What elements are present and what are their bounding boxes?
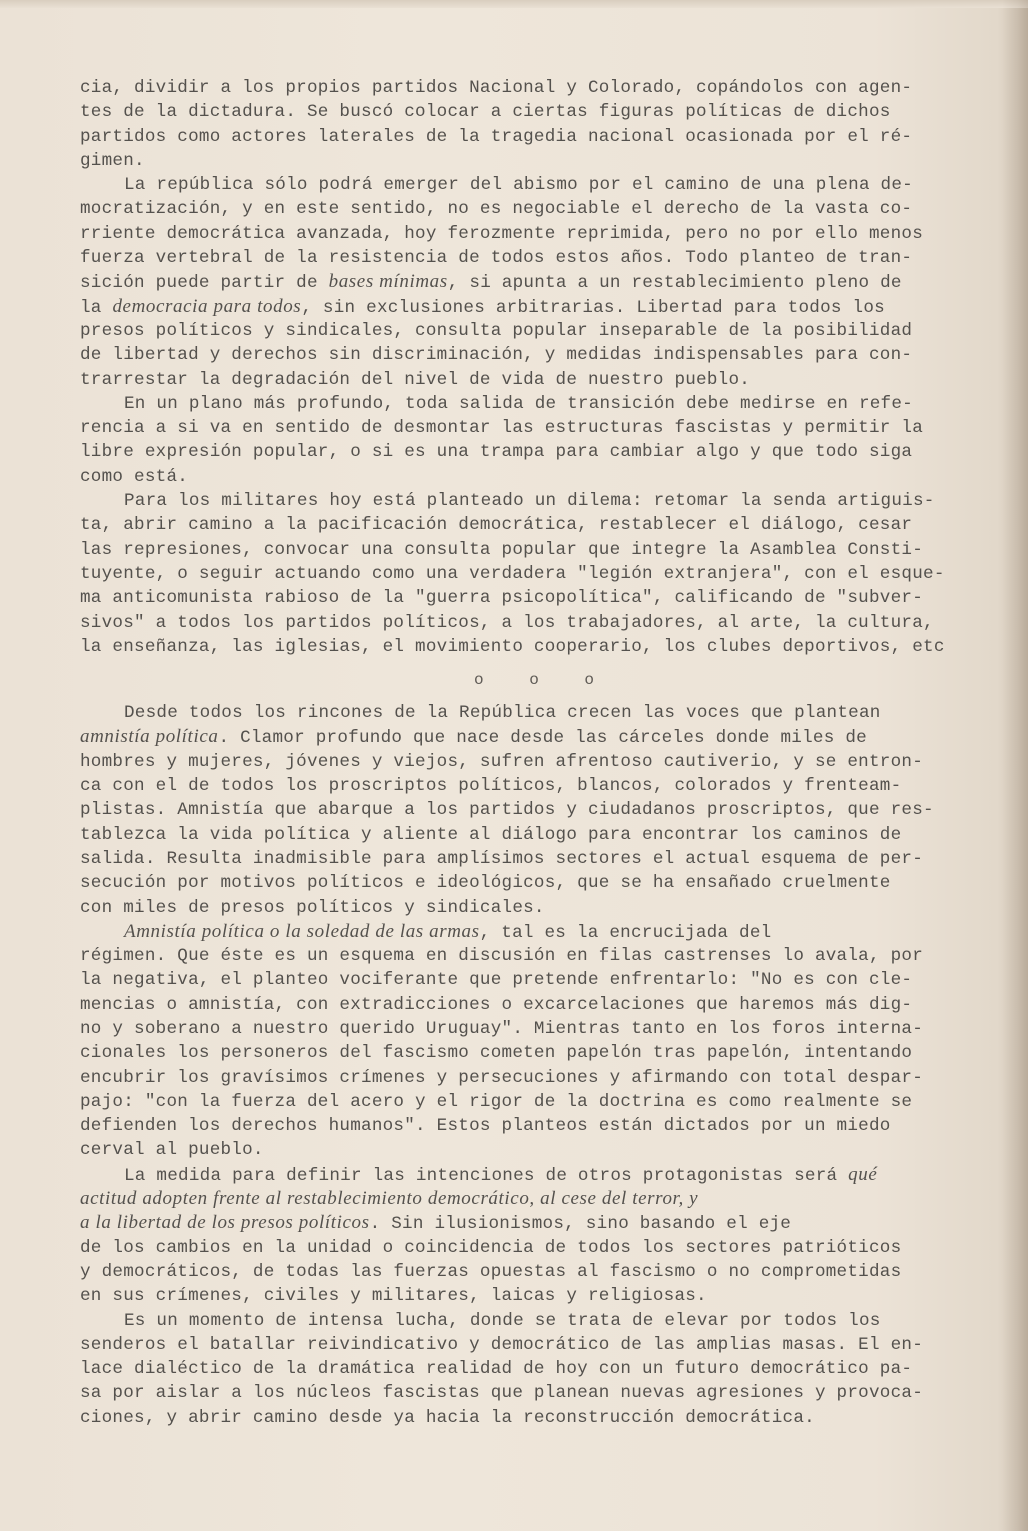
text-line — [80, 920, 980, 944]
text-run: sivos" a todos los partidos políticos, a los trabajadores, al arte, la cultura, — [80, 612, 934, 633]
text-run: lace dialéctico de la dramática realidad de hoy con un futuro democrático pa- — [80, 1359, 913, 1380]
text-line — [80, 1260, 980, 1284]
text-line — [80, 635, 980, 659]
text-run: senderos el batallar reivindicativo y democrático de las amplias masas. El en- — [80, 1334, 924, 1355]
text-run: sición puede partir de — [80, 273, 329, 294]
text-run: ta, abrir camino a la pacificación democrática, restablecer el diálogo, cesar — [80, 515, 913, 536]
text-line — [80, 270, 980, 294]
text-line — [80, 1406, 980, 1430]
text-run: mencias o amnistía, con extradicciones o excarcelaciones que haremos más dig- — [80, 994, 913, 1015]
section-separator: o o o — [473, 671, 612, 690]
text-run: ca con el de todos los proscriptos políticos, blancos, colorados y frenteam- — [80, 776, 902, 797]
text-line — [80, 149, 980, 173]
text-run: , tal es la encrucijada del — [479, 922, 772, 943]
text-run: salida. Resulta inadmisible para amplísimos sectores el actual esquema de per- — [80, 848, 924, 869]
text-line — [80, 368, 980, 392]
text-run: sa por aislar a los núcleos fascistas que planean nuevas agresiones y provoca- — [80, 1383, 924, 1404]
text-line — [80, 76, 980, 100]
text-run: de los cambios en la unidad o coincidencia de todos los sectores patrióticos — [80, 1237, 902, 1258]
text-run: tablezca la vida política y aliente al diálogo para encontrar los caminos de — [80, 824, 902, 845]
text-run: tuyente, o seguir actuando como una verdadera "legión extranjera", con el esque- — [80, 563, 945, 584]
text-line — [80, 1138, 980, 1162]
text-line — [80, 774, 980, 798]
text-line — [80, 222, 980, 246]
text-line — [80, 125, 980, 149]
text-line — [80, 173, 980, 197]
text-line — [80, 489, 980, 513]
text-run: fuerza vertebral de la resistencia de todos estos años. Todo planteo de tran- — [80, 248, 913, 269]
text-line — [80, 538, 980, 562]
page-binding-shadow — [1002, 0, 1028, 1531]
text-line — [80, 1309, 980, 1333]
text-run: tes de la dictadura. Se buscó colocar a ciertas figuras políticas de dichos — [80, 102, 891, 123]
text-run: , sin exclusiones arbitrarias. Libertad para todos los — [301, 297, 885, 318]
text-line — [80, 1187, 980, 1211]
text-line — [80, 100, 980, 124]
text-run: La medida para definir las intenciones de otros protagonistas será — [124, 1165, 849, 1186]
text-line — [80, 701, 980, 725]
text-line — [80, 562, 980, 586]
text-line — [80, 1090, 980, 1114]
text-line — [80, 1211, 980, 1235]
text-line — [80, 392, 980, 416]
text-run: En un plano más profundo, toda salida de transición debe medirse en refe- — [124, 393, 913, 414]
text-run: . Sin ilusionismos, sino basando el eje — [369, 1214, 792, 1235]
text-line — [80, 1017, 980, 1041]
text-run: La república sólo podrá emerger del abismo por el camino de una plena de- — [124, 175, 913, 196]
text-run: partidos como actores laterales de la tragedia nacional ocasionada por el ré- — [80, 126, 913, 147]
text-run: cerval al pueblo. — [80, 1140, 264, 1161]
text-run: rencia a si va en sentido de desmontar las estructuras fascistas y permitir la — [80, 418, 924, 439]
paragraph — [80, 489, 980, 659]
text-line — [80, 725, 980, 749]
text-line — [80, 611, 980, 635]
text-run: las represiones, convocar una consulta popular que integre la Asamblea Consti- — [80, 539, 924, 560]
text-run: pajo: "con la fuerza del acero y el rigor de la doctrina es como realmente se — [80, 1091, 913, 1112]
text-line — [80, 823, 980, 847]
text-run: en sus crímenes, civiles y militares, laicas y religiosas. — [80, 1286, 707, 1307]
text-line — [80, 1163, 980, 1187]
text-run: encubrir los gravísimos crímenes y persecuciones y afirmando con total despar- — [80, 1067, 924, 1088]
text-line — [80, 1236, 980, 1260]
text-line — [80, 896, 980, 920]
text-line — [80, 871, 980, 895]
text-line — [80, 440, 980, 464]
text-run: hombres y mujeres, jóvenes y viejos, sufren afrentoso cautiverio, y se entron- — [80, 751, 924, 772]
paragraph — [80, 76, 980, 173]
text-run: régimen. Que éste es un esquema en discusión en filas castrenses lo avala, por — [80, 946, 924, 967]
text-run: , si apunta a un restablecimiento pleno de — [447, 273, 902, 294]
italic-text: democracia para todos — [112, 295, 302, 317]
text-run: libre expresión popular, o si es una trampa para cambiar algo y que todo siga — [80, 442, 913, 463]
text-run: Para los militares hoy está planteado un dilema: retomar la senda artiguis- — [124, 491, 935, 512]
text-line — [80, 1284, 980, 1308]
text-run: ciones, y abrir camino desde ya hacia la reconstrucción democrática. — [80, 1407, 815, 1428]
text-line — [80, 197, 980, 221]
italic-text: qué — [848, 1163, 878, 1185]
text-run: . Clamor profundo que nace desde las cárceles donde miles de — [218, 728, 867, 749]
text-line — [80, 847, 980, 871]
text-line — [80, 1333, 980, 1357]
text-line — [80, 1381, 980, 1405]
text-run: cia, dividir a los propios partidos Nacional y Colorado, copándolos con agen- — [80, 78, 913, 98]
text-line — [80, 993, 980, 1017]
text-line — [80, 465, 980, 489]
text-run: plistas. Amnistía que abarque a los partidos y ciudadanos proscriptos, que res- — [80, 800, 934, 821]
text-run: de libertad y derechos sin discriminación, y medidas indispensables para con- — [80, 345, 913, 366]
page-top-edge — [0, 0, 1028, 8]
italic-text: bases mínimas — [328, 271, 448, 293]
text-run: la negativa, el planteo vociferante que pretende enfrentarlo: "No es con cle- — [80, 970, 913, 991]
italic-text: a la libertad de los presos políticos — [80, 1212, 370, 1234]
paragraph — [80, 1163, 980, 1309]
paragraph — [80, 1309, 980, 1430]
text-run: no y soberano a nuestro querido Uruguay". Mientras tanto en los foros interna- — [80, 1018, 924, 1039]
text-run: defienden los derechos humanos". Estos planteos están dictados por un miedo — [80, 1116, 891, 1137]
text-run: con miles de presos políticos y sindicales. — [80, 897, 545, 918]
text-line — [80, 319, 980, 343]
paragraph — [80, 920, 980, 1163]
text-run: gimen. — [80, 150, 145, 171]
text-line — [80, 295, 980, 319]
text-run: Desde todos los rincones de la República crecen las voces que plantean — [124, 703, 881, 724]
text-line — [80, 798, 980, 822]
text-run: secución por motivos políticos e ideológicos, que se ha ensañado cruelmente — [80, 873, 891, 894]
italic-text: actitud adopten frente al restablecimiento democrático, al cese del terror, y — [80, 1188, 699, 1210]
text-line — [80, 513, 980, 537]
italic-text: amnistía política — [80, 726, 219, 748]
text-line — [80, 246, 980, 270]
text-line — [80, 968, 980, 992]
text-run: cionales los personeros del fascismo cometen papelón tras papelón, intentando — [80, 1043, 913, 1064]
text-line — [80, 416, 980, 440]
text-run: Es un momento de intensa lucha, donde se trata de elevar por todos los — [124, 1310, 881, 1331]
text-line — [80, 1066, 980, 1090]
text-run: presos políticos y sindicales, consulta popular inseparable de la posibilidad — [80, 320, 913, 341]
document-body — [80, 76, 980, 1430]
text-line — [80, 1357, 980, 1381]
text-run: como está. — [80, 466, 189, 487]
text-line — [80, 1114, 980, 1138]
text-line — [80, 750, 980, 774]
text-run: la — [80, 297, 113, 318]
text-run: y democráticos, de todas las fuerzas opuestas al fascismo o no comprometidas — [80, 1261, 902, 1282]
text-line — [80, 343, 980, 367]
paragraph — [80, 392, 980, 489]
text-run: trarrestar la degradación del nivel de vida de nuestro pueblo. — [80, 369, 751, 390]
text-run: rriente democrática avanzada, hoy ferozmente reprimida, pero no por ello menos — [80, 223, 924, 244]
text-run: ma anticomunista rabioso de la "guerra psicopolítica", calificando de "subver- — [80, 588, 924, 609]
paragraph — [80, 173, 980, 392]
text-line — [80, 944, 980, 968]
text-run: la enseñanza, las iglesias, el movimiento cooperario, los clubes deportivos, etc — [80, 636, 945, 657]
text-run: mocratización, y en este sentido, no es negociable el derecho de la vasta co- — [80, 199, 913, 220]
text-line — [80, 1041, 980, 1065]
paragraph — [80, 701, 980, 920]
italic-text: Amnistía política o la soledad de las armas — [124, 920, 480, 942]
text-line — [80, 586, 980, 610]
